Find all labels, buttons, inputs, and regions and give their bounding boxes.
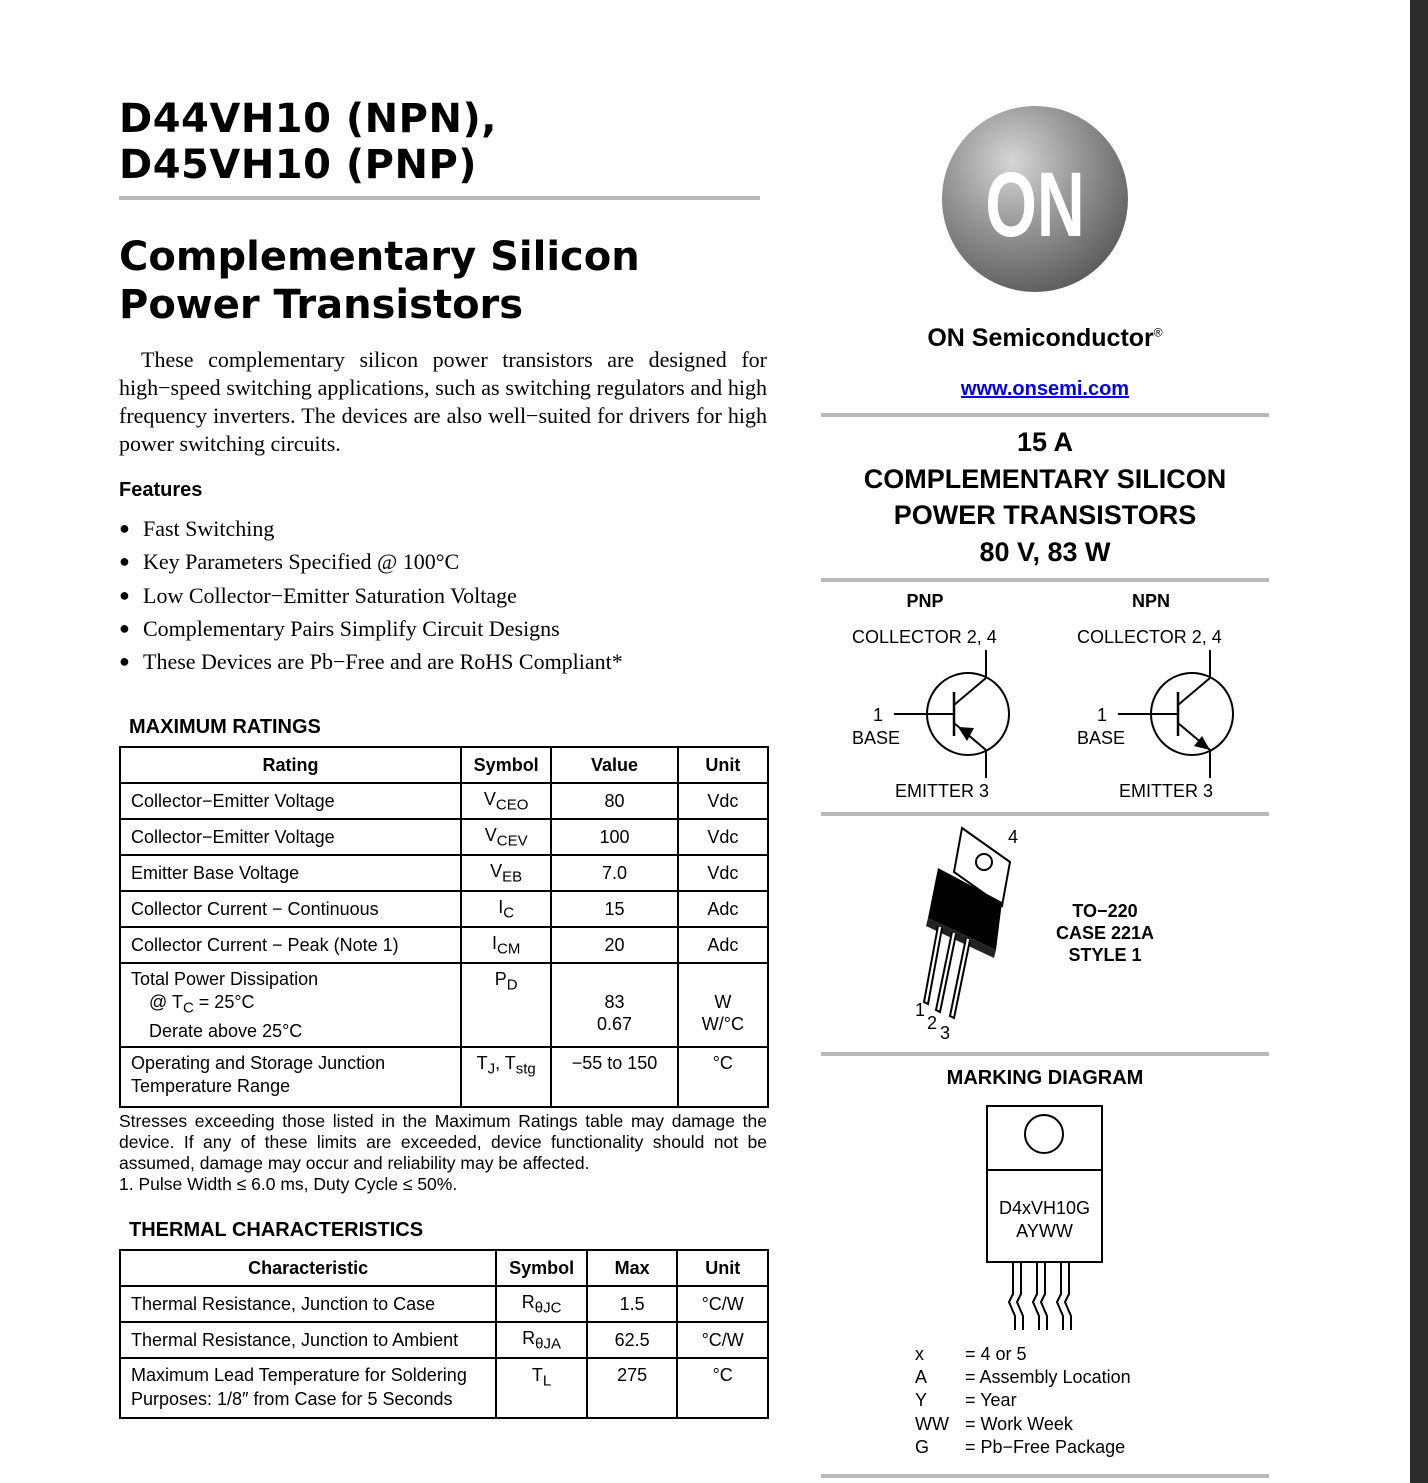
header-symbol: Symbol — [496, 1250, 587, 1286]
feature-item: ● Key Parameters Specified @ 100°C — [119, 545, 759, 578]
table-row — [120, 855, 768, 891]
pnp-transistor-symbol — [890, 650, 1020, 780]
unit-cell: Adc — [678, 927, 768, 963]
header-unit: Unit — [677, 1250, 768, 1286]
symbol-cell: $T_L$ — [496, 1358, 587, 1418]
device-subtitle — [119, 233, 640, 329]
thermal-heading: THERMAL CHARACTERISTICS — [129, 1219, 424, 1241]
feature-item: ● Fast Switching — [119, 512, 759, 545]
npn-collector-label: COLLECTOR 2, 4 — [1077, 627, 1222, 647]
scrollbar[interactable] — [1410, 0, 1428, 1483]
rating-cell: Total Power Dissipation @ $T_C = 25^\circ C$ Derate above 25°C — [120, 963, 461, 1047]
footnote-1: 1. Pulse Width ≤ 6.0 ms, Duty Cycle ≤ 50%. — [119, 1174, 458, 1194]
unit-cell: °C/W — [677, 1286, 768, 1322]
table-row-power — [120, 963, 768, 1047]
right-divider-1 — [821, 413, 1269, 417]
value-cell: 100 — [551, 819, 677, 855]
legend-item: Y = Year — [915, 1390, 1017, 1411]
table-row — [120, 1286, 768, 1322]
title-line-2: D45VH10 (PNP) — [119, 142, 478, 188]
features-heading: Features — [119, 479, 203, 501]
value-cell: 80 — [551, 783, 677, 819]
marking-diagram-heading: MARKING DIAGRAM — [946, 1067, 1144, 1089]
max-cell: 275 — [587, 1358, 678, 1418]
pnp-label: PNP — [906, 591, 944, 611]
npn-base-pin: 1 — [1097, 705, 1108, 725]
bullet-icon: ● — [119, 551, 130, 572]
value-cell: 83 0.67 — [551, 963, 677, 1047]
table-row — [120, 783, 768, 819]
package-description: TO−220 CASE 221A STYLE 1 — [1055, 901, 1155, 965]
on-semiconductor-logo — [940, 104, 1130, 294]
rating-cell: Collector−Emitter Voltage — [120, 783, 461, 819]
unit-cell: Adc — [678, 891, 768, 927]
symbol-cell: $V_{EB}$ — [461, 855, 551, 891]
package-pin-1: 1 — [915, 1000, 926, 1020]
symbol-cell: $R_{\theta JA}$ — [496, 1322, 587, 1358]
rating-cell: Operating and Storage Junction Temperature Range — [120, 1047, 461, 1107]
title-line-1: D44VH10 (NPN), — [119, 96, 497, 142]
marking-code: D4xVH10G AYWW — [998, 1198, 1091, 1241]
symbol-cell: $T_J$, $T_{stg}$ — [461, 1047, 551, 1107]
pnp-collector-label: COLLECTOR 2, 4 — [852, 627, 997, 647]
table-row — [120, 1358, 768, 1418]
legend-item: A = Assembly Location — [915, 1367, 1131, 1388]
bullet-icon: ● — [119, 584, 130, 605]
value-cell: 7.0 — [551, 855, 677, 891]
marking-legend — [915, 1343, 1131, 1459]
summary-block: 15 A COMPLEMENTARY SILICON POWER TRANSISTORS 80 V, 83 W — [863, 427, 1227, 567]
package-pin-3: 3 — [940, 1023, 951, 1043]
symbol-cell: $V_{CEV}$ — [461, 819, 551, 855]
symbol-cell: $I_C$ — [461, 891, 551, 927]
header-max: Max — [587, 1250, 678, 1286]
right-divider-3 — [821, 812, 1269, 816]
registered-mark: ® — [1153, 325, 1163, 340]
package-pin-2: 2 — [927, 1013, 938, 1033]
header-characteristic: Characteristic — [120, 1250, 496, 1286]
npn-label: NPN — [1131, 591, 1170, 611]
stress-note: Stresses exceeding those listed in the Maximum Ratings table may damage the device. If any of these limits are exceeded, device functionality should not be assumed, damage may occur and reliability may be affected. — [119, 1111, 767, 1173]
symbol-cell: $P_D$ — [461, 963, 551, 1047]
npn-emitter-label: EMITTER 3 — [1119, 781, 1214, 801]
rating-cell: Collector Current − Peak (Note 1) — [120, 927, 461, 963]
characteristic-cell: Thermal Resistance, Junction to Case — [120, 1286, 496, 1322]
table-row — [120, 819, 768, 855]
subtitle-line-1: Complementary Silicon — [119, 234, 640, 280]
feature-item: ● Complementary Pairs Simplify Circuit Designs — [119, 612, 759, 645]
rating-cell: Collector Current − Continuous — [120, 891, 461, 927]
right-divider-5 — [821, 1474, 1269, 1478]
rating-cell: Emitter Base Voltage — [120, 855, 461, 891]
max-ratings-heading: MAXIMUM RATINGS — [129, 716, 321, 738]
header-rating: Rating — [120, 747, 461, 783]
characteristic-cell: Thermal Resistance, Junction to Ambient — [120, 1322, 496, 1358]
rating-cell: Collector−Emitter Voltage — [120, 819, 461, 855]
npn-base-label: BASE — [1077, 728, 1126, 748]
npn-transistor-symbol — [1114, 650, 1244, 780]
unit-cell: Vdc — [678, 819, 768, 855]
bullet-icon: ● — [119, 518, 130, 538]
symbol-cell: $V_{CEO}$ — [461, 783, 551, 819]
package-pin-4: 4 — [1008, 827, 1019, 847]
unit-cell: °C — [678, 1047, 768, 1107]
features-list — [119, 512, 759, 678]
unit-cell: W W/°C — [678, 963, 768, 1047]
table-header-row — [120, 1250, 768, 1286]
value-cell: 15 — [551, 891, 677, 927]
part-number-title — [119, 96, 497, 188]
intro-paragraph: These complementary silicon power transistors are designed for high−speed switching applications, such as switching regulators and high frequency inverters. The devices are also well−suited for drivers for high power switching circuits. — [119, 347, 767, 456]
pnp-base-pin: 1 — [873, 705, 884, 725]
max-cell: 62.5 — [587, 1322, 678, 1358]
value-cell: −55 to 150 — [551, 1047, 677, 1107]
subtitle-line-2: Power Transistors — [119, 282, 524, 328]
table-row — [120, 927, 768, 963]
bullet-icon: ● — [119, 651, 130, 672]
feature-item: ● Low Collector−Emitter Saturation Voltage — [119, 579, 759, 612]
table-row — [120, 891, 768, 927]
legend-item: x = 4 or 5 — [915, 1344, 1027, 1364]
legend-item: G = Pb−Free Package — [915, 1436, 1126, 1457]
bullet-icon: ● — [119, 617, 130, 638]
pnp-base-label: BASE — [852, 728, 901, 748]
right-divider-2 — [821, 578, 1269, 582]
table-row — [120, 1322, 768, 1358]
unit-cell: Vdc — [678, 855, 768, 891]
header-unit: Unit — [678, 747, 768, 783]
table-header-row — [120, 747, 768, 783]
right-divider-4 — [821, 1052, 1269, 1056]
website-link-wrap — [820, 378, 1270, 401]
max-cell: 1.5 — [587, 1286, 678, 1322]
max-ratings-table — [119, 746, 769, 1108]
unit-cell: Vdc — [678, 783, 768, 819]
brand-name: ON Semiconductor® — [927, 324, 1163, 352]
symbol-cell: $I_{CM}$ — [461, 927, 551, 963]
unit-cell: °C/W — [677, 1322, 768, 1358]
feature-item: ● These Devices are Pb−Free and are RoHS Compliant* — [119, 645, 759, 678]
symbol-cell: $R_{\theta JC}$ — [496, 1286, 587, 1322]
table-row-temp — [120, 1047, 768, 1107]
header-value: Value — [551, 747, 677, 783]
website-link[interactable]: www.onsemi.com — [960, 378, 1130, 400]
unit-cell: °C — [677, 1358, 768, 1418]
thermal-table — [119, 1249, 769, 1419]
characteristic-cell: Maximum Lead Temperature for Soldering Purposes: 1/8″ from Case for 5 Seconds — [120, 1358, 496, 1418]
pnp-emitter-label: EMITTER 3 — [895, 781, 990, 801]
logo-text: ON — [985, 152, 1085, 256]
legend-item: WW = Work Week — [915, 1413, 1073, 1434]
title-divider — [119, 196, 760, 200]
value-cell: 20 — [551, 927, 677, 963]
header-symbol: Symbol — [461, 747, 551, 783]
